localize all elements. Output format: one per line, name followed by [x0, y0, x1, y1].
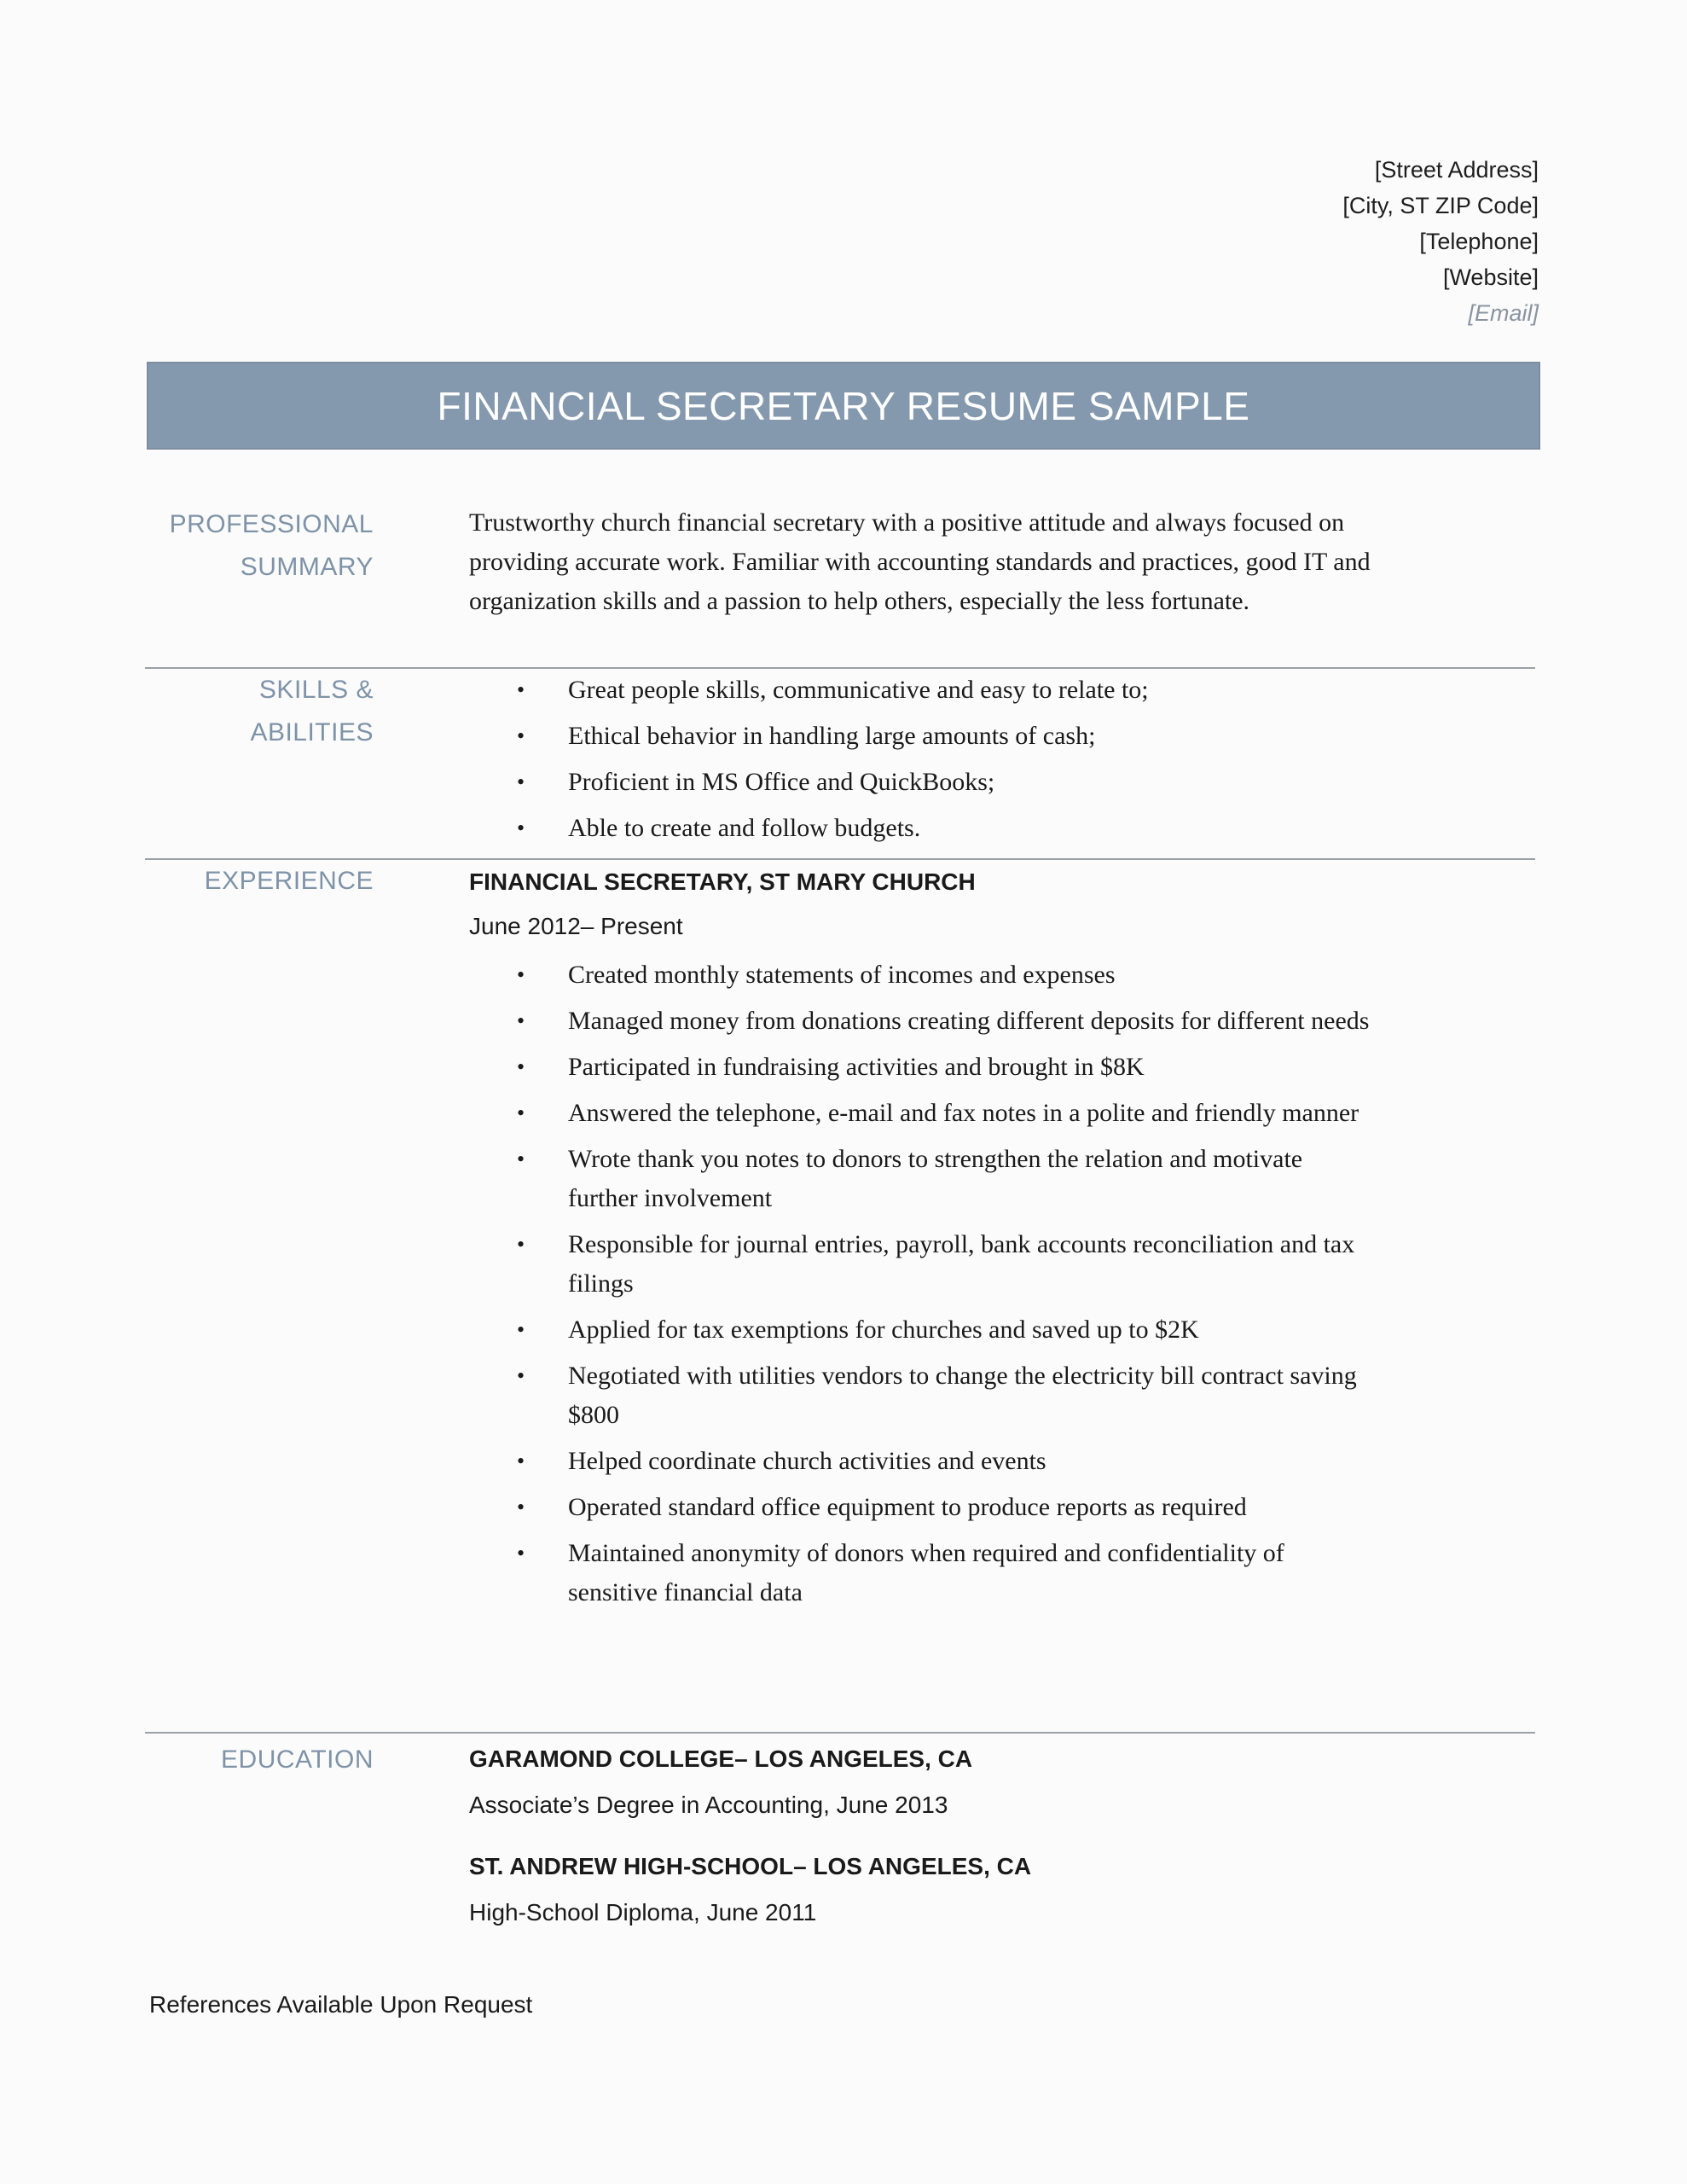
- degree: High-School Diploma, June 2011: [469, 1899, 817, 1926]
- bullet-icon: •: [517, 1101, 525, 1125]
- city-state-zip: [City, ST ZIP Code]: [1342, 193, 1539, 218]
- experience-list: [469, 956, 1373, 1612]
- education-label: EDUCATION: [221, 1745, 374, 1774]
- list-item: • Wrote thank you notes to donors to strengthen the relation and motivate further involvement: [469, 1140, 1378, 1218]
- bullet-icon: •: [517, 1054, 525, 1079]
- list-item: • Proficient in MS Office and QuickBooks;: [469, 763, 1378, 802]
- list-item: • Great people skills, communicative and easy to relate to;: [469, 671, 1378, 710]
- list-item: • Participated in fundraising activities and brought in $8K: [469, 1048, 1378, 1087]
- bullet-icon: •: [517, 1147, 525, 1171]
- list-item: • Answered the telephone, e-mail and fax notes in a polite and friendly manner: [469, 1094, 1378, 1133]
- summary-section: [145, 503, 1535, 669]
- list-item: • Maintained anonymity of donors when required and confidentiality of sensitive financial data: [469, 1534, 1378, 1612]
- bullet-icon: •: [517, 962, 525, 987]
- summary-text: Trustworthy church financial secretary with a positive attitude and always focused on providing accurate work. Familiar with accounting standards and practices, good IT and organization skills and a passion to help others, especially the less fortunate.: [469, 508, 1371, 615]
- bullet-icon: •: [517, 1363, 525, 1388]
- references-note: References Available Upon Request: [149, 1991, 533, 2018]
- telephone: [Telephone]: [1419, 229, 1539, 254]
- job-title: FINANCIAL SECRETARY, ST MARY CHURCH: [469, 868, 976, 895]
- list-item: • Ethical behavior in handling large amounts of cash;: [469, 717, 1378, 756]
- bullet-icon: •: [517, 816, 525, 840]
- job-dates: June 2012– Present: [469, 913, 683, 939]
- list-item: • Applied for tax exemptions for churches and saved up to $2K: [469, 1310, 1378, 1350]
- bullet-icon: •: [517, 770, 525, 794]
- page-title: FINANCIAL SECRETARY RESUME SAMPLE: [437, 383, 1250, 428]
- bullet-icon: •: [517, 723, 525, 748]
- street-address: [Street Address]: [1374, 157, 1539, 183]
- list-item: • Responsible for journal entries, payroll, bank accounts reconciliation and tax filings: [469, 1225, 1378, 1304]
- experience-label: EXPERIENCE: [204, 867, 374, 895]
- website: [Website]: [1442, 264, 1539, 290]
- skills-content: [469, 671, 1373, 855]
- summary-label-line1: PROFESSIONAL: [169, 510, 374, 538]
- experience-section: [145, 860, 1535, 1734]
- bullet-icon: •: [517, 677, 525, 702]
- summary-content: [469, 503, 1373, 621]
- title-banner: [147, 362, 1540, 450]
- list-item: • Able to create and follow budgets.: [469, 809, 1378, 848]
- contact-block: [1342, 152, 1539, 331]
- list-item: • Managed money from donations creating different deposits for different needs: [469, 1002, 1378, 1041]
- skills-section: [145, 671, 1535, 860]
- bullet-icon: •: [517, 1232, 525, 1257]
- list-item: • Helped coordinate church activities and events: [469, 1442, 1378, 1481]
- bullet-icon: •: [517, 1495, 525, 1519]
- bullet-icon: •: [517, 1008, 525, 1033]
- summary-label-line2: SUMMARY: [240, 553, 374, 581]
- list-item: • Created monthly statements of incomes and expenses: [469, 956, 1378, 995]
- skills-list: [469, 671, 1373, 848]
- summary-label: [170, 503, 374, 589]
- education-content: [469, 1742, 1373, 1957]
- skills-label: SKILLS & ABILITIES: [250, 676, 374, 746]
- experience-content: [469, 865, 1373, 1619]
- bullet-icon: •: [517, 1541, 525, 1565]
- school-name: ST. ANDREW HIGH-SCHOOL– LOS ANGELES, CA: [469, 1853, 1032, 1879]
- school-name: GARAMOND COLLEGE– LOS ANGELES, CA: [469, 1745, 973, 1772]
- degree: Associate’s Degree in Accounting, June 2013: [469, 1792, 948, 1818]
- education-section: [145, 1734, 1535, 1947]
- list-item: • Operated standard office equipment to produce reports as required: [469, 1488, 1378, 1527]
- bullet-icon: •: [517, 1317, 525, 1342]
- bullet-icon: •: [517, 1449, 525, 1473]
- list-item: • Negotiated with utilities vendors to change the electricity bill contract saving $800: [469, 1356, 1378, 1435]
- email: [Email]: [1468, 300, 1539, 326]
